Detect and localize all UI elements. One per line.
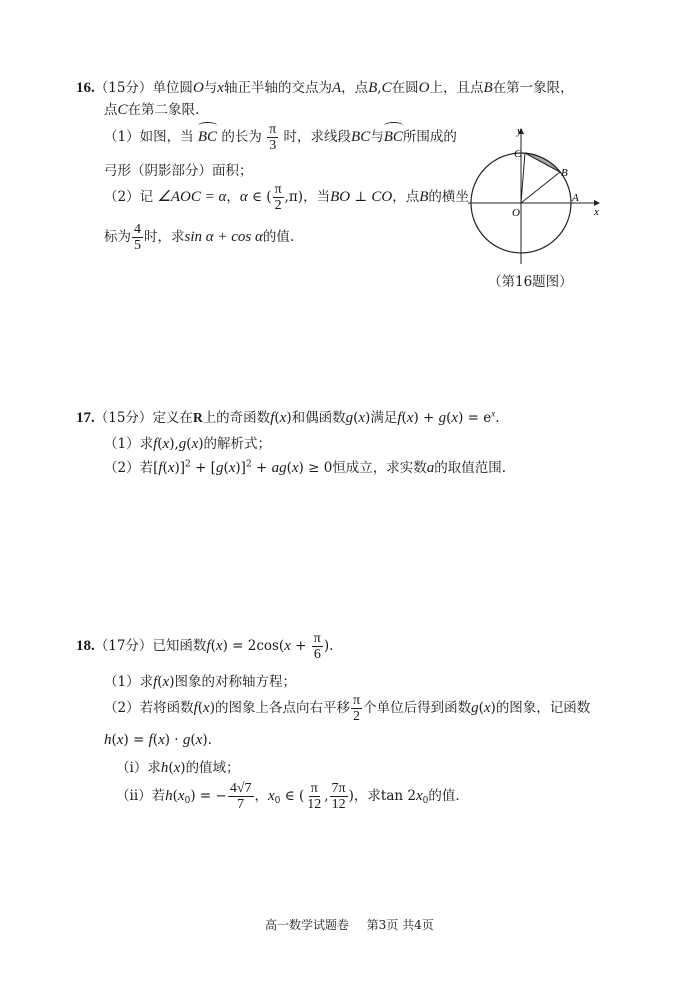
q16-part2-line2: 标为 $\frac{4}{5}$ 时，求sin α + cos α的值. bbox=[104, 222, 295, 253]
radius-oc bbox=[521, 153, 525, 203]
label-a: A bbox=[572, 192, 579, 204]
q17-part2: （2）若$[f(x)]^2 + [g(x)]^2 + ag(x) \ge 0$恒成立，求实数a的取值范围. bbox=[104, 459, 507, 476]
label-o: O bbox=[512, 207, 520, 219]
page-footer bbox=[265, 916, 434, 933]
pi-over-3: $\frac{\pi}{3}$ bbox=[269, 122, 277, 153]
label-x: x bbox=[594, 206, 599, 218]
q16-stem-line2: 点C在第二象限. bbox=[104, 102, 200, 118]
q18-stem: 18.（17分）已知函数f(x) = 2cos(x + $\frac{\pi}{6}$ ). bbox=[76, 631, 334, 662]
q16-part1-line2: 弓形（阴影部分）面积； bbox=[104, 163, 253, 179]
footer-title: 高一数学试题卷 bbox=[265, 918, 350, 932]
unit-circle-figure bbox=[468, 126, 608, 266]
label-b: B bbox=[561, 167, 568, 179]
q16-stem-line1: 16.（15分）单位圆O与x轴正半轴的交点为A，点B,C在圆O上，且点B在第一象限， bbox=[76, 80, 574, 96]
footer-page-number: 第3页 共4页 bbox=[366, 918, 434, 932]
q16-figure-caption: （第16题图） bbox=[488, 274, 573, 290]
q18-part1: （1）求f(x)图象的对称轴方程； bbox=[104, 674, 296, 690]
label-y: y bbox=[517, 126, 522, 137]
q18-sub-i: （i）求h(x)的值域； bbox=[116, 760, 240, 776]
q18-part2-line1: （2）若将函数f(x)的图象上各点向右平移 $\frac{\pi}{2}$ 个单位后得到函数g(x)的图象，记函数 bbox=[104, 693, 591, 724]
q17-stem: 17.（15分）定义在R上的奇函数f(x)和偶函数g(x)满足$f(x) + g(x) = e^x$. bbox=[76, 408, 500, 426]
q18-sub-ii: （ii）若$h(x_0)$ = − $\frac{4√7}{7}$ ，$x_0$ ∈ ( $\frac{\pi}{12}$ , $\frac{7\pi}{12}$ )，求$\tan 2x_0$的值. bbox=[116, 781, 460, 812]
q16-part1-line1: （1）如图，当 BC 的长为 $\frac{\pi}{3}$ 时，求线段BC与BC所围成的 bbox=[104, 122, 457, 153]
four-fifths: $\frac{4}{5}$ bbox=[134, 222, 141, 253]
q16-part2-line1: （2）记 ∠AOC = α，α ∈ ( $\frac{\pi}{2}$ ,π)，当BO ⊥ CO，点B的横坐 bbox=[104, 182, 469, 213]
shaded-segment bbox=[525, 153, 560, 172]
radius-ob bbox=[521, 172, 560, 203]
q18-part2-line2: h(x) = f(x) · g(x). bbox=[104, 732, 212, 748]
label-c: C bbox=[514, 148, 522, 160]
q17-part1: （1）求f(x),g(x)的解析式； bbox=[104, 436, 272, 452]
